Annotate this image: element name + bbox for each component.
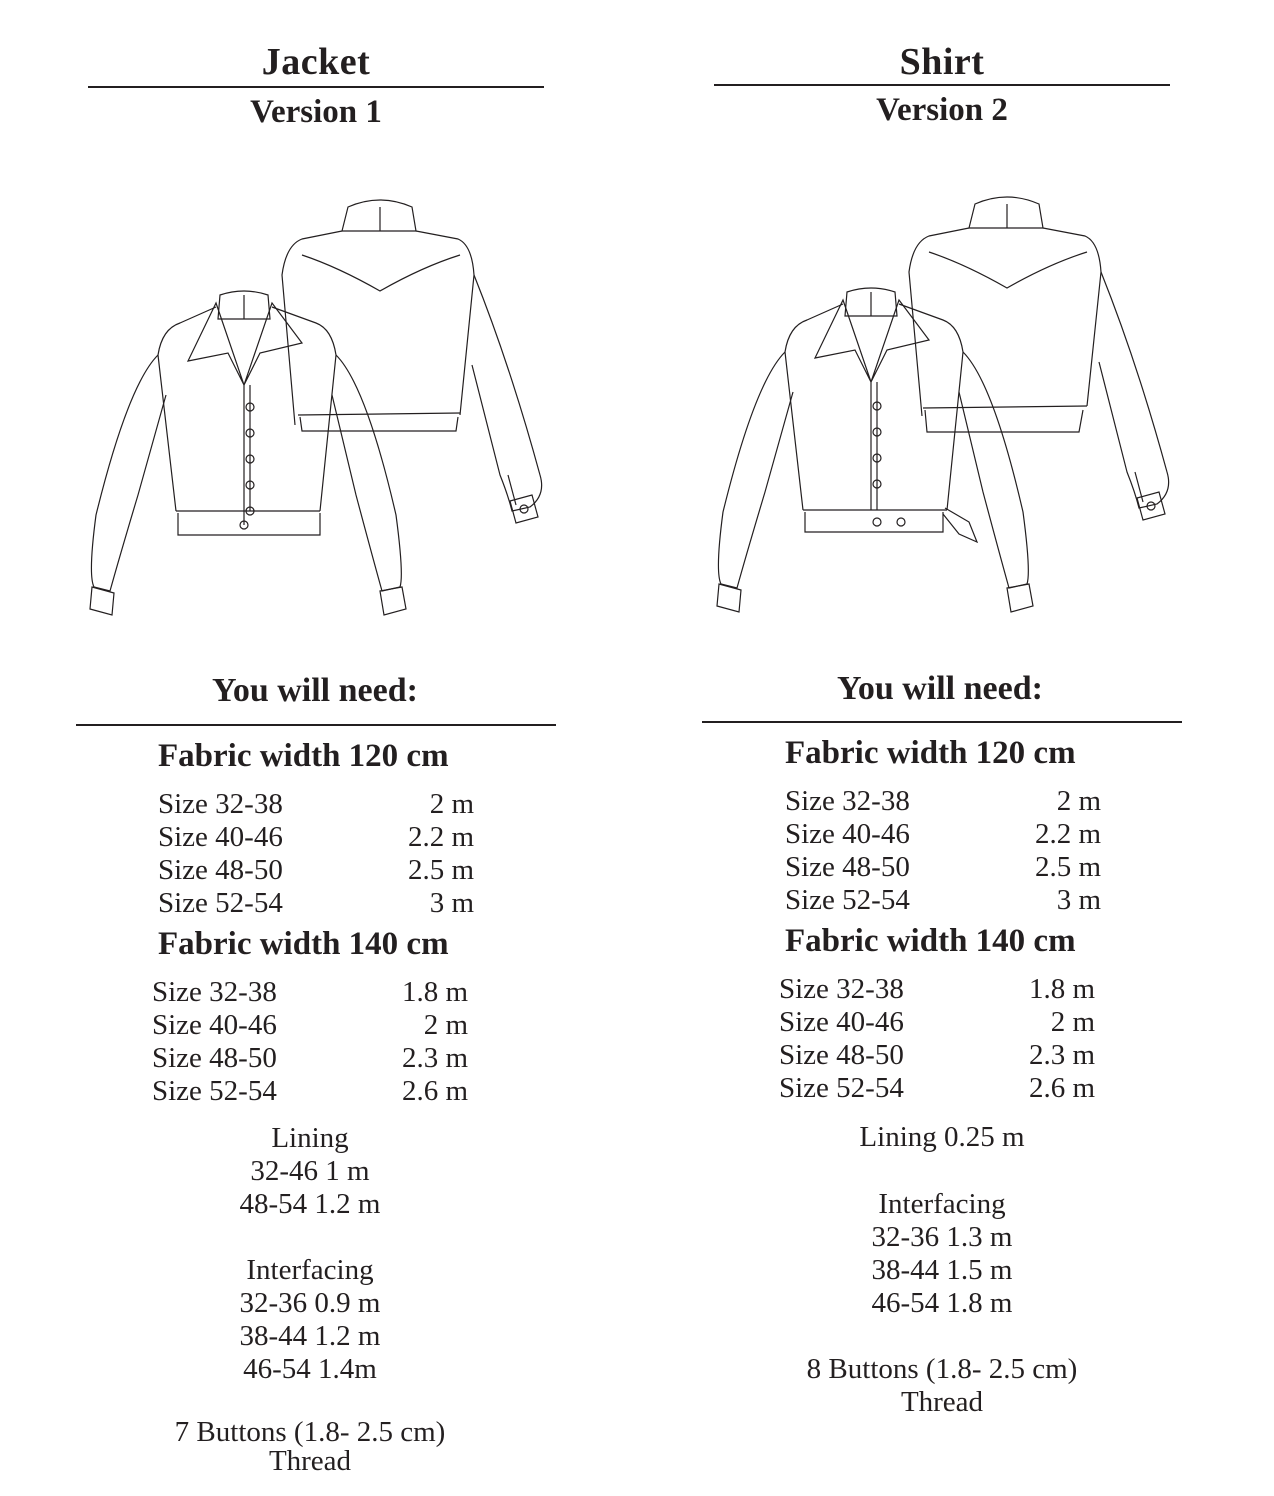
shirt-fabric-120-row <box>785 785 1101 818</box>
shirt-fabric-120-heading: Fabric width 120 cm <box>785 735 1076 771</box>
notions-line: 8 Buttons (1.8- 2.5 cm) <box>806 1353 1078 1385</box>
shirt-fabric-140-row <box>779 1039 1095 1072</box>
size-label: Size 32-38 <box>152 976 277 1008</box>
size-label: Size 40-46 <box>158 821 283 853</box>
lining-line: Lining 0.25 m <box>859 1121 1025 1153</box>
interfacing-line: Interfacing <box>878 1188 1006 1220</box>
shirt-fabric-120-row <box>785 884 1101 917</box>
size-label: Size 32-38 <box>158 788 283 820</box>
jacket-lining <box>110 1122 510 1221</box>
size-amount: 2 m <box>1056 785 1101 817</box>
size-label: Size 48-50 <box>785 851 910 883</box>
jacket-technical-drawing <box>80 195 560 625</box>
shirt-column <box>627 0 1247 1496</box>
interfacing-line: 46-54 1.8 m <box>871 1287 1013 1319</box>
size-amount: 2 m <box>429 788 474 820</box>
size-amount: 2 m <box>423 1009 468 1041</box>
jacket-fabric-140-heading: Fabric width 140 cm <box>158 926 449 962</box>
jacket-fabric-120-heading: Fabric width 120 cm <box>158 738 449 774</box>
size-amount: 3 m <box>429 887 474 919</box>
shirt-notions <box>742 1353 1142 1419</box>
size-label: Size 52-54 <box>158 887 283 919</box>
shirt-you-will-need: You will need: <box>837 670 1043 707</box>
shirt-fabric-120-row <box>785 851 1101 884</box>
size-amount: 2.3 m <box>1028 1039 1095 1071</box>
size-label: Size 40-46 <box>152 1009 277 1041</box>
jacket-title: Jacket <box>261 41 371 83</box>
lining-line: 48-54 1.2 m <box>239 1188 381 1220</box>
jacket-fabric-120-row <box>158 854 474 887</box>
size-amount: 2.6 m <box>1028 1072 1095 1104</box>
interfacing-line: Interfacing <box>246 1254 374 1286</box>
interfacing-line: 32-36 0.9 m <box>239 1287 381 1319</box>
shirt-fabric-140-row <box>779 1072 1095 1105</box>
jacket-interfacing <box>110 1254 510 1386</box>
shirt-fabric-140-row <box>779 973 1095 1006</box>
lining-line: Lining <box>271 1122 349 1154</box>
size-label: Size 52-54 <box>152 1075 277 1107</box>
notions-line: 7 Buttons (1.8- 2.5 cm) <box>174 1416 446 1448</box>
jacket-fabric-140-row <box>152 1042 468 1075</box>
jacket-fabric-140-row <box>152 976 468 1009</box>
jacket-column <box>0 0 620 1496</box>
jacket-you-will-need: You will need: <box>212 672 418 709</box>
jacket-notions <box>110 1416 510 1478</box>
size-amount: 2.3 m <box>401 1042 468 1074</box>
shirt-fabric-140-row <box>779 1006 1095 1039</box>
jacket-fabric-140-row <box>152 1075 468 1108</box>
jacket-fabric-140-row <box>152 1009 468 1042</box>
size-amount: 2.5 m <box>1034 851 1101 883</box>
shirt-fabric-120-row <box>785 818 1101 851</box>
size-amount: 1.8 m <box>1028 973 1095 1005</box>
interfacing-line: 32-36 1.3 m <box>871 1221 1013 1253</box>
jacket-version: Version 1 <box>250 94 382 130</box>
jacket-fabric-120-row <box>158 887 474 920</box>
size-amount: 2.5 m <box>407 854 474 886</box>
shirt-interfacing <box>742 1188 1142 1320</box>
size-amount: 2.2 m <box>1034 818 1101 850</box>
interfacing-line: 38-44 1.2 m <box>239 1320 381 1352</box>
lining-line: 32-46 1 m <box>250 1155 370 1187</box>
size-label: Size 48-50 <box>779 1039 904 1071</box>
shirt-title-rule <box>714 84 1170 86</box>
size-label: Size 52-54 <box>785 884 910 916</box>
size-label: Size 52-54 <box>779 1072 904 1104</box>
size-label: Size 48-50 <box>158 854 283 886</box>
size-amount: 1.8 m <box>401 976 468 1008</box>
jacket-fabric-120-row <box>158 788 474 821</box>
shirt-fabric-140-heading: Fabric width 140 cm <box>785 923 1076 959</box>
shirt-title: Shirt <box>899 41 985 83</box>
size-label: Size 40-46 <box>785 818 910 850</box>
size-amount: 2 m <box>1050 1006 1095 1038</box>
shirt-technical-drawing <box>707 192 1187 622</box>
size-amount: 2.2 m <box>407 821 474 853</box>
notions-line: Thread <box>268 1445 352 1477</box>
size-amount: 2.6 m <box>401 1075 468 1107</box>
jacket-need-rule <box>76 724 556 726</box>
size-label: Size 48-50 <box>152 1042 277 1074</box>
size-amount: 3 m <box>1056 884 1101 916</box>
interfacing-line: 38-44 1.5 m <box>871 1254 1013 1286</box>
shirt-lining <box>742 1121 1142 1154</box>
notions-line: Thread <box>900 1386 984 1418</box>
shirt-need-rule <box>702 721 1182 723</box>
interfacing-line: 46-54 1.4m <box>243 1353 377 1385</box>
jacket-title-rule <box>88 86 544 88</box>
size-label: Size 32-38 <box>785 785 910 817</box>
size-label: Size 32-38 <box>779 973 904 1005</box>
jacket-fabric-120-row <box>158 821 474 854</box>
size-label: Size 40-46 <box>779 1006 904 1038</box>
shirt-version: Version 2 <box>876 92 1008 128</box>
